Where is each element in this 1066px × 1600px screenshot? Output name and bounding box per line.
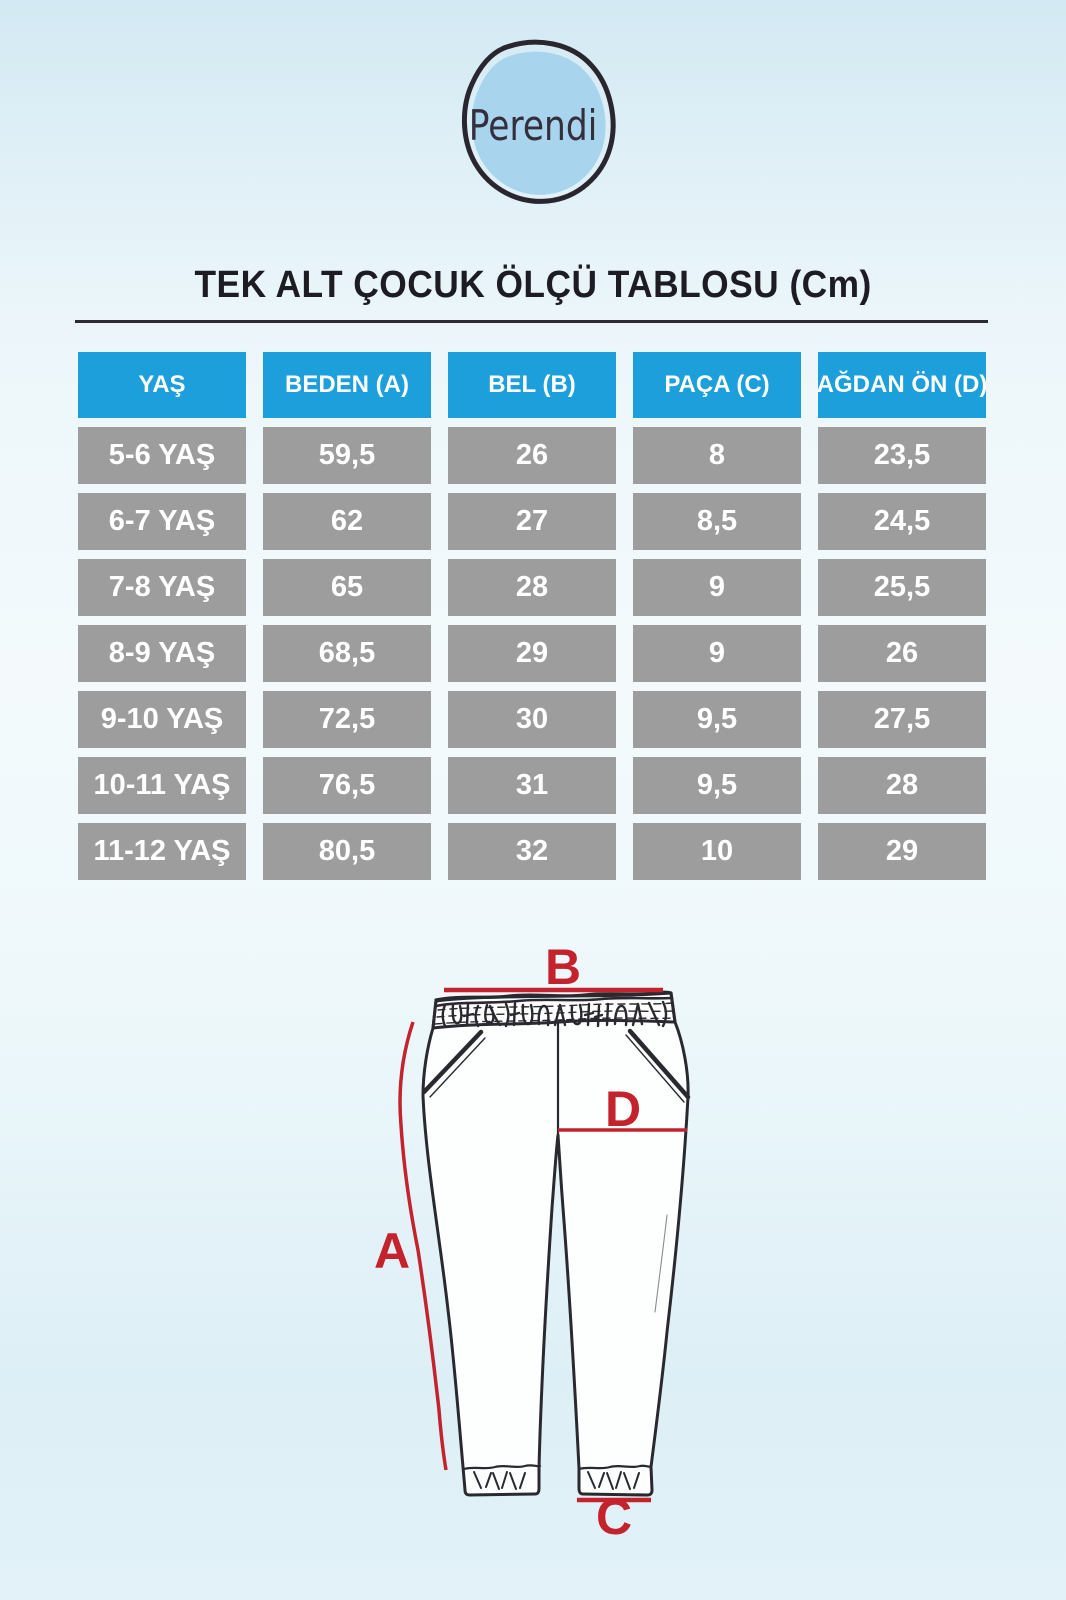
table-cell: 9,5 <box>633 691 801 748</box>
measure-label-b: B <box>544 939 582 995</box>
table-cell: 26 <box>448 427 616 484</box>
title-underline <box>75 320 988 323</box>
table-row-age: 9-10 YAŞ <box>78 691 246 748</box>
pants-silhouette <box>423 993 688 1495</box>
table-cell: 23,5 <box>818 427 986 484</box>
table-cell: 24,5 <box>818 493 986 550</box>
table-cell: 27,5 <box>818 691 986 748</box>
table-cell: 10 <box>633 823 801 880</box>
table-row-age: 5-6 YAŞ <box>78 427 246 484</box>
table-cell: 32 <box>448 823 616 880</box>
table-cell: 9,5 <box>633 757 801 814</box>
column-header-waist: BEL (B) <box>448 352 616 418</box>
column-header-rise: AĞDAN ÖN (D) <box>818 352 986 418</box>
table-cell: 27 <box>448 493 616 550</box>
column-header-body: BEDEN (A) <box>263 352 431 418</box>
table-cell: 9 <box>633 559 801 616</box>
page-title <box>0 264 1066 307</box>
table-cell: 8 <box>633 427 801 484</box>
size-table <box>78 352 986 880</box>
table-cell: 59,5 <box>263 427 431 484</box>
table-cell: 65 <box>263 559 431 616</box>
table-cell: 76,5 <box>263 757 431 814</box>
table-cell: 72,5 <box>263 691 431 748</box>
table-row-age: 7-8 YAŞ <box>78 559 246 616</box>
pants-drawing-icon <box>350 920 750 1545</box>
table-cell: 30 <box>448 691 616 748</box>
page-title-text: TEK ALT ÇOCUK ÖLÇÜ TABLOSU (Cm) <box>194 264 872 306</box>
table-cell: 28 <box>818 757 986 814</box>
table-cell: 8,5 <box>633 493 801 550</box>
table-cell: 25,5 <box>818 559 986 616</box>
table-row-age: 10-11 YAŞ <box>78 757 246 814</box>
brand-name: Perendi <box>468 101 598 151</box>
table-row-age: 6-7 YAŞ <box>78 493 246 550</box>
table-cell: 9 <box>633 625 801 682</box>
table-row-age: 11-12 YAŞ <box>78 823 246 880</box>
table-cell: 26 <box>818 625 986 682</box>
table-row-age: 8-9 YAŞ <box>78 625 246 682</box>
brand-logo <box>448 36 618 214</box>
logo-blob-icon <box>448 36 618 214</box>
measure-label-d: D <box>604 1081 642 1137</box>
table-cell: 68,5 <box>263 625 431 682</box>
table-cell: 29 <box>818 823 986 880</box>
column-header-cuff: PAÇA (C) <box>633 352 801 418</box>
table-cell: 31 <box>448 757 616 814</box>
table-cell: 62 <box>263 493 431 550</box>
column-header-age: YAŞ <box>78 352 246 418</box>
measure-label-c: C <box>595 1489 633 1545</box>
table-cell: 80,5 <box>263 823 431 880</box>
table-cell: 28 <box>448 559 616 616</box>
measure-label-a: A <box>373 1223 411 1279</box>
pants-measurement-diagram <box>350 920 750 1545</box>
table-cell: 29 <box>448 625 616 682</box>
